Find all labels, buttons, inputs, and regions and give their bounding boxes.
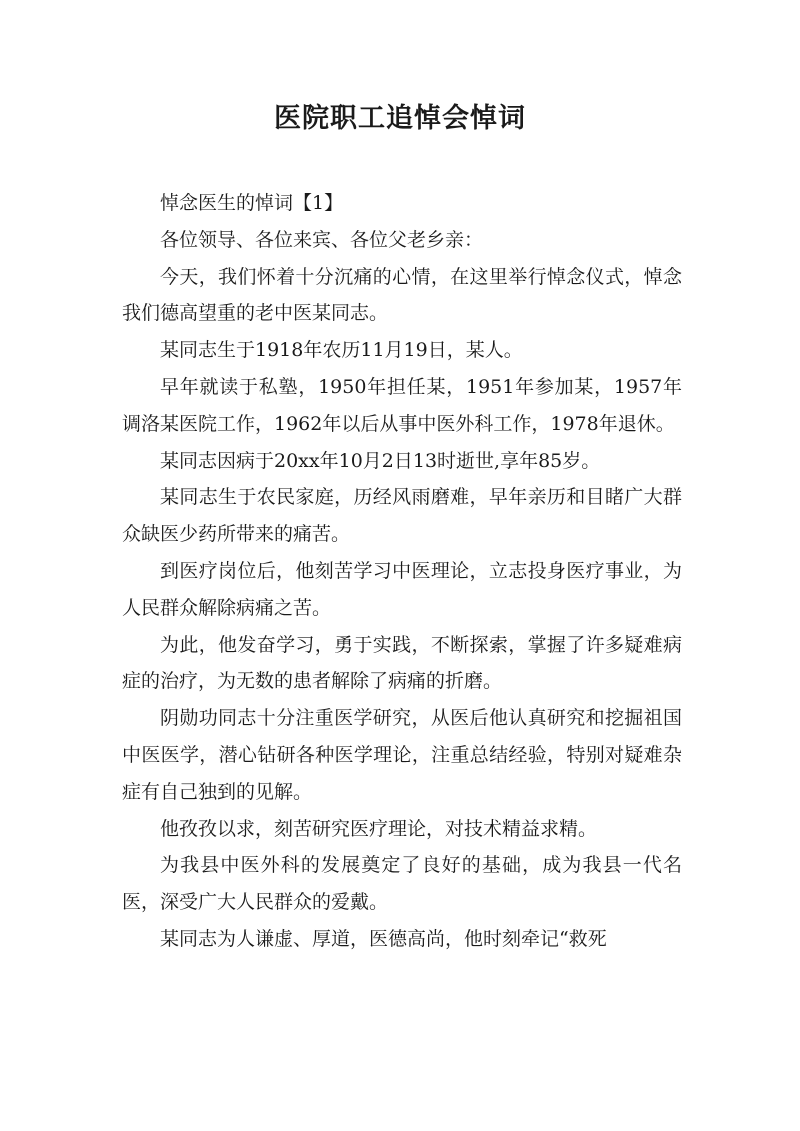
paragraph: 早年就读于私塾，1950年担任某，1951年参加某，1957年调洛某医院工作，1962年以后从事中医外科工作，1978年退休。	[122, 375, 682, 435]
paragraph: 某同志生于农民家庭，历经风雨磨难，早年亲历和目睹广大群众缺医少药所带来的痛苦。	[122, 486, 682, 546]
paragraph: 今天，我们怀着十分沉痛的心情，在这里举行悼念仪式，悼念我们德高望重的老中医某同志。	[122, 265, 682, 325]
paragraph: 到医疗岗位后，他刻苦学习中医理论，立志投身医疗事业，为人民群众解除病痛之苦。	[122, 559, 682, 619]
paragraph-salutation: 各位领导、各位来宾、各位父老乡亲：	[160, 228, 484, 251]
paragraph: 某同志因病于20xx年10月2日13时逝世,享年85岁。	[160, 449, 601, 472]
paragraph-heading: 悼念医生的悼词【1】	[160, 192, 344, 214]
paragraph: 为我县中医外科的发展奠定了良好的基础，成为我县一代名医，深受广大人民群众的爱戴。	[122, 854, 682, 914]
paragraph: 某同志生于1918年农历11月19日，某人。	[160, 339, 523, 362]
paragraph: 他孜孜以求，刻苦研究医疗理论，对技术精益求精。	[160, 817, 598, 840]
paragraph: 某同志为人谦虚、厚道，医德高尚，他时刻牵记“救死	[160, 927, 607, 950]
paragraph: 为此，他发奋学习，勇于实践，不断探索，掌握了许多疑难病症的治疗，为无数的患者解除了病痛的折磨。	[122, 633, 682, 693]
paragraph: 阴勋功同志十分注重医学研究，从医后他认真研究和挖掘祖国中医医学，潜心钻研各种医学理论，注重总结经验，特别对疑难杂症有自己独到的见解。	[122, 707, 682, 803]
document-title: 医院职工追悼会悼词	[274, 103, 526, 134]
document-body	[122, 185, 682, 958]
